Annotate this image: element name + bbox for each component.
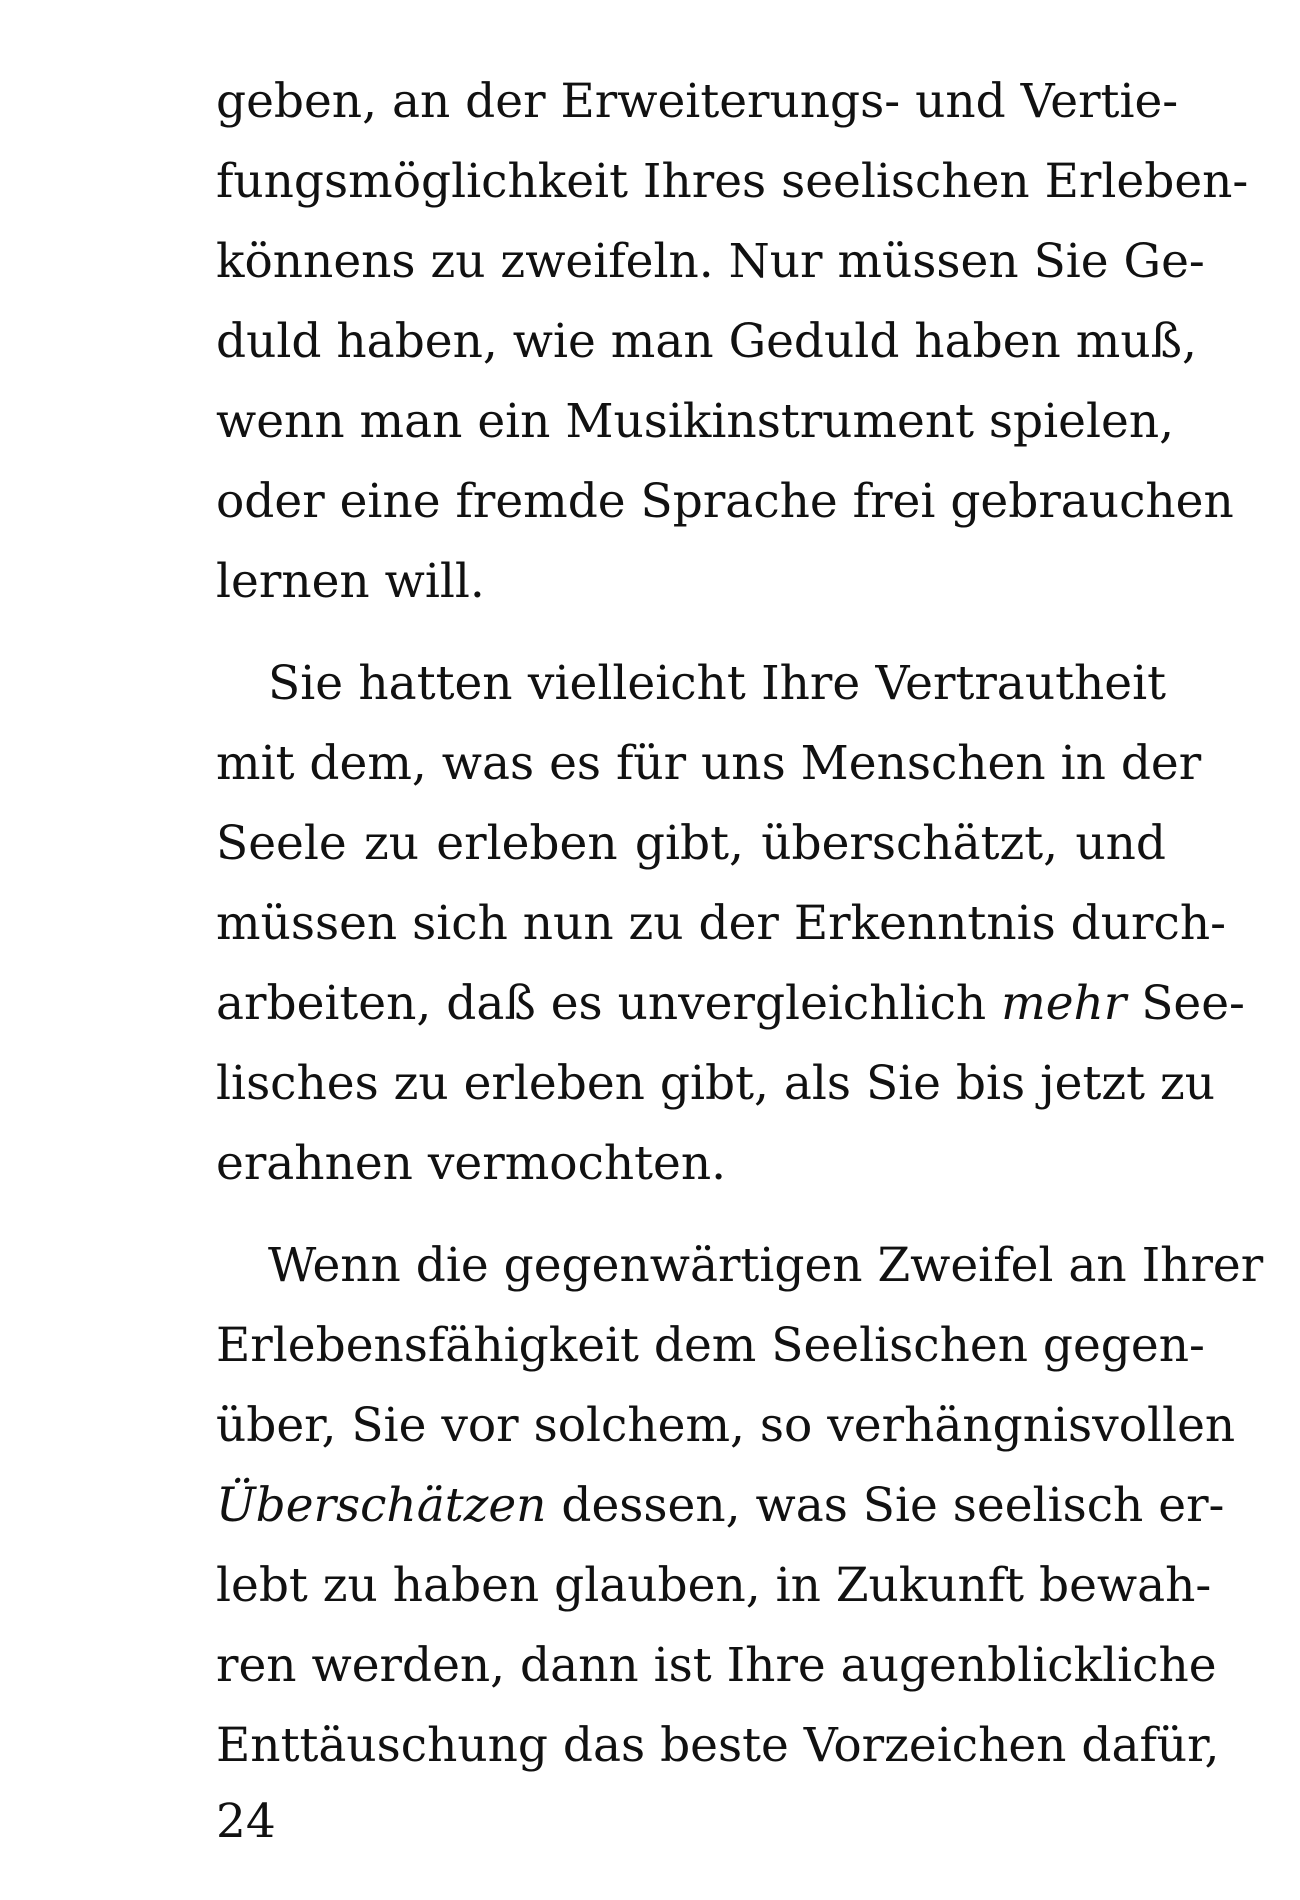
- text-line: mit dem, was es für uns Menschen in der: [216, 736, 1202, 791]
- text-line: duld haben, wie man Geduld haben muß,: [216, 314, 1197, 369]
- text-line: wenn man ein Musikinstrument spielen,: [216, 394, 1175, 449]
- text-line: könnens zu zweifeln. Nur müssen Sie Ge-: [216, 234, 1205, 289]
- emphasized-word: Überschätzen: [216, 1478, 547, 1533]
- text-line: Wenn die gegenwärtigen Zweifel an Ihrer: [268, 1238, 1264, 1293]
- text-line: lebt zu haben glauben, in Zukunft bewah-: [216, 1558, 1212, 1613]
- text-line: Seele zu erleben gibt, überschätzt, und: [216, 816, 1166, 871]
- paragraph-spacing: [216, 1204, 1166, 1226]
- paragraph-spacing: [216, 622, 1166, 644]
- text-line: lernen will.: [216, 554, 485, 609]
- text-segment: arbeiten, daß es unvergleichlich: [216, 976, 1002, 1031]
- text-line: Enttäuschung das beste Vorzeichen dafür,: [216, 1718, 1220, 1773]
- text-line: über, Sie vor solchem, so verhängnisvollen: [216, 1398, 1236, 1453]
- page-number: 24: [216, 1794, 276, 1849]
- text-segment: See-: [1126, 976, 1245, 1031]
- body-text: [216, 62, 1264, 1786]
- text-segment: dessen, was Sie seelisch er-: [546, 1478, 1225, 1533]
- text-line: müssen sich nun zu der Erkenntnis durch-: [216, 896, 1226, 951]
- text-line: [216, 964, 1245, 1044]
- text-line: ren werden, dann ist Ihre augenblickliche: [216, 1638, 1217, 1693]
- text-line: Sie hatten vielleicht Ihre Vertrautheit: [268, 656, 1166, 711]
- text-line: Erlebensfähigkeit dem Seelischen gegen-: [216, 1318, 1205, 1373]
- text-line: [216, 1466, 1225, 1546]
- text-line: lisches zu erleben gibt, als Sie bis jetzt zu: [216, 1056, 1216, 1111]
- text-line: geben, an der Erweiterungs- und Vertie-: [216, 74, 1179, 129]
- text-line: erahnen vermochten.: [216, 1136, 727, 1191]
- text-line: fungsmöglichkeit Ihres seelischen Erleben-: [216, 154, 1249, 209]
- emphasized-word: mehr: [1001, 976, 1127, 1031]
- text-line: oder eine fremde Sprache frei gebrauchen: [216, 474, 1234, 529]
